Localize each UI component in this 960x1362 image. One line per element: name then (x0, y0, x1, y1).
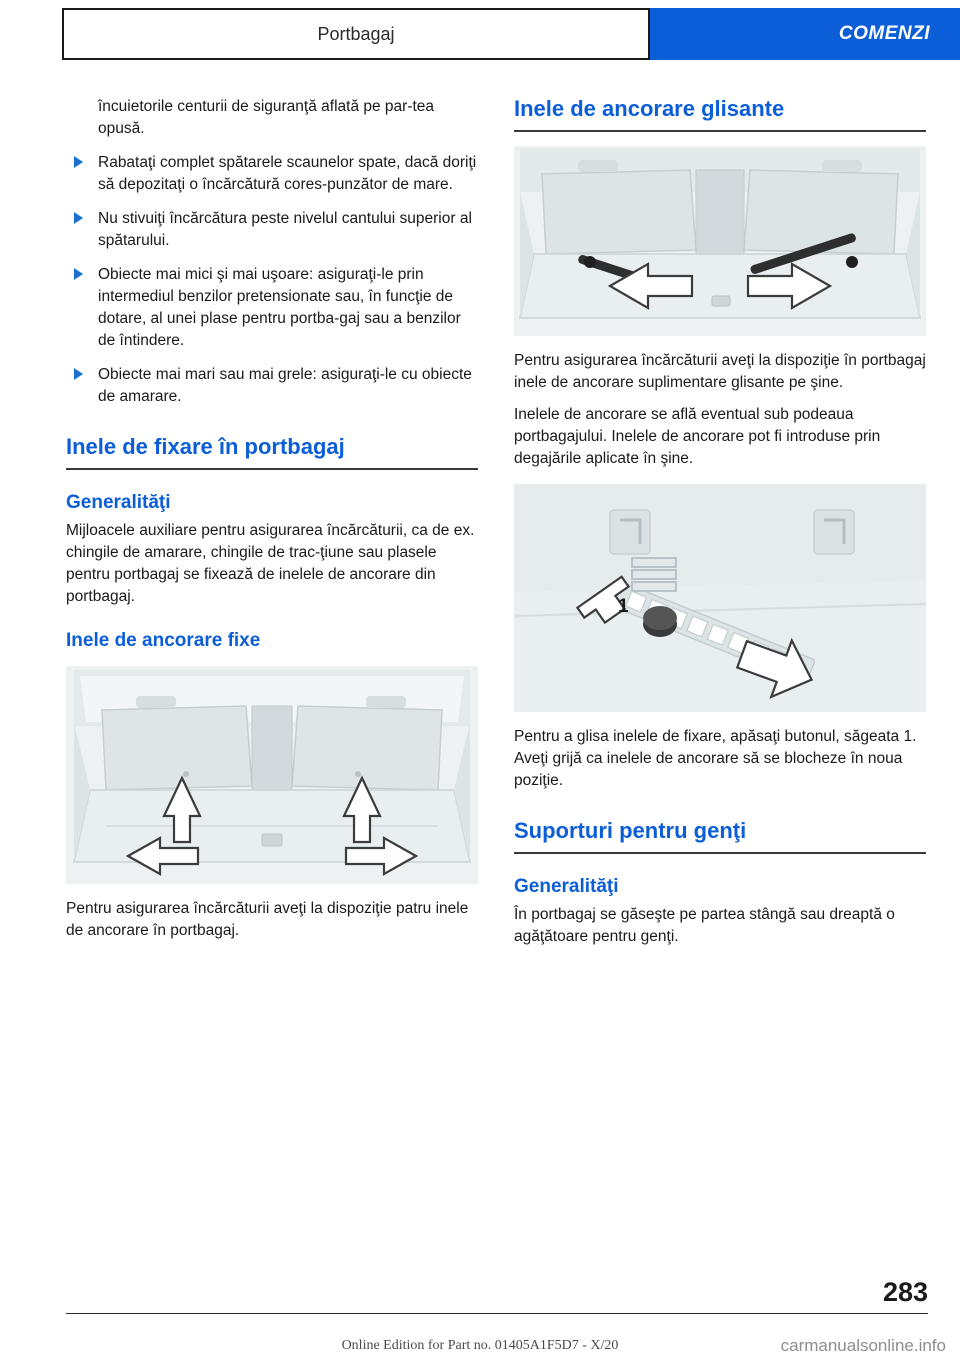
paragraph-general-right: În portbagaj se găseşte pe partea stângă sau dreaptă o agăţătoare pentru genţi. (514, 906, 895, 945)
callout-number-1: 1 (618, 596, 629, 617)
paragraph-sliding-1: Pentru asigurarea încărcăturii aveţi la dispoziţie în portbagaj inele de ancorare suplimentare glisante pe şine. (514, 352, 926, 391)
list-item (66, 364, 478, 408)
subheading-general-right: Generalităţi (514, 876, 619, 897)
section-heading-bag-holders: Suporturi pentru genţi (514, 818, 926, 854)
list-item (66, 264, 478, 352)
header-section-label: COMENZI (838, 23, 930, 44)
paragraph-sliding-2: Inelele de ancorare se află eventual sub podeaua portbagajului. Inelele de ancorare pot fi introduse prin degajările aplicate în şine. (514, 406, 881, 467)
list-item-label: Obiecte mai mici şi mai uşoare: asiguraţi-le prin intermediul benzilor pretensionate sau, în funcţie de dotare, al unei plase pentru portba-gaj sau a benzilor de întindere. (98, 266, 461, 349)
list-item (66, 208, 478, 252)
edition-note: Online Edition for Part no. 01405A1F5D7 - X/20 (341, 1338, 619, 1353)
watermark-label: carmanualsonline.info (780, 1336, 946, 1355)
trunk-illustration-sliding (514, 146, 926, 336)
triangle-bullet-icon (74, 368, 83, 380)
subheading-fixed-lashing-eyes: Inele de ancorare fixe (66, 630, 261, 651)
figure-rail-detail (514, 484, 926, 712)
right-column (514, 96, 926, 948)
section-heading-fixing-rings: Inele de fixare în portbagaj (66, 434, 478, 470)
header-chapter-tab (62, 8, 650, 60)
section-heading-sliding-rings: Inele de ancorare glisante (514, 96, 926, 132)
page-number: 283 (882, 1277, 928, 1307)
triangle-bullet-icon (74, 212, 83, 224)
paragraph-general-left: Mijloacele auxiliare pentru asigurarea încărcăturii, ca de ex. chingile de amarare, chingile de trac-ţiune sau plasele pentru portbagaj se fixează de inelele de ancorare din portbagaj. (66, 522, 475, 605)
triangle-bullet-icon (74, 268, 83, 280)
subheading-general-left: Generalităţi (66, 492, 171, 513)
triangle-bullet-icon (74, 156, 83, 168)
continuation-paragraph: încuietorile centurii de siguranţă aflată pe par-tea opusă. (98, 98, 435, 137)
page-header (0, 0, 960, 68)
list-item-label: Nu stivuiţi încărcătura peste nivelul cantului superior al spătarului. (98, 210, 472, 249)
list-item-label: Obiecte mai mari sau mai grele: asiguraţi-le cu obiecte de amarare. (98, 366, 472, 405)
paragraph-sliding-3: Pentru a glisa inelele de fixare, apăsaţi butonul, săgeata 1. Aveţi grijă ca inelele de ancorare să se blocheze în noua poziţie. (514, 728, 917, 789)
rail-detail-illustration (514, 484, 926, 712)
left-column (66, 96, 478, 952)
figure-fixed-lashing-eyes (66, 666, 478, 884)
figure-caption-fixed-lashing-eyes: Pentru asigurarea încărcăturii aveţi la dispoziţie patru inele de ancorare în portbagaj. (66, 900, 469, 939)
figure-sliding-lashing-eyes (514, 146, 926, 336)
header-section-banner (650, 8, 960, 60)
list-item-label: Rabataţi complet spătarele scaunelor spate, dacă doriţi să depozitaţi o încărcătură cores-punzător de mare. (98, 154, 477, 193)
trunk-illustration-fixed (66, 666, 478, 884)
footer-divider (66, 1313, 928, 1314)
list-item (66, 152, 478, 196)
header-chapter-label: Portbagaj (317, 23, 395, 44)
